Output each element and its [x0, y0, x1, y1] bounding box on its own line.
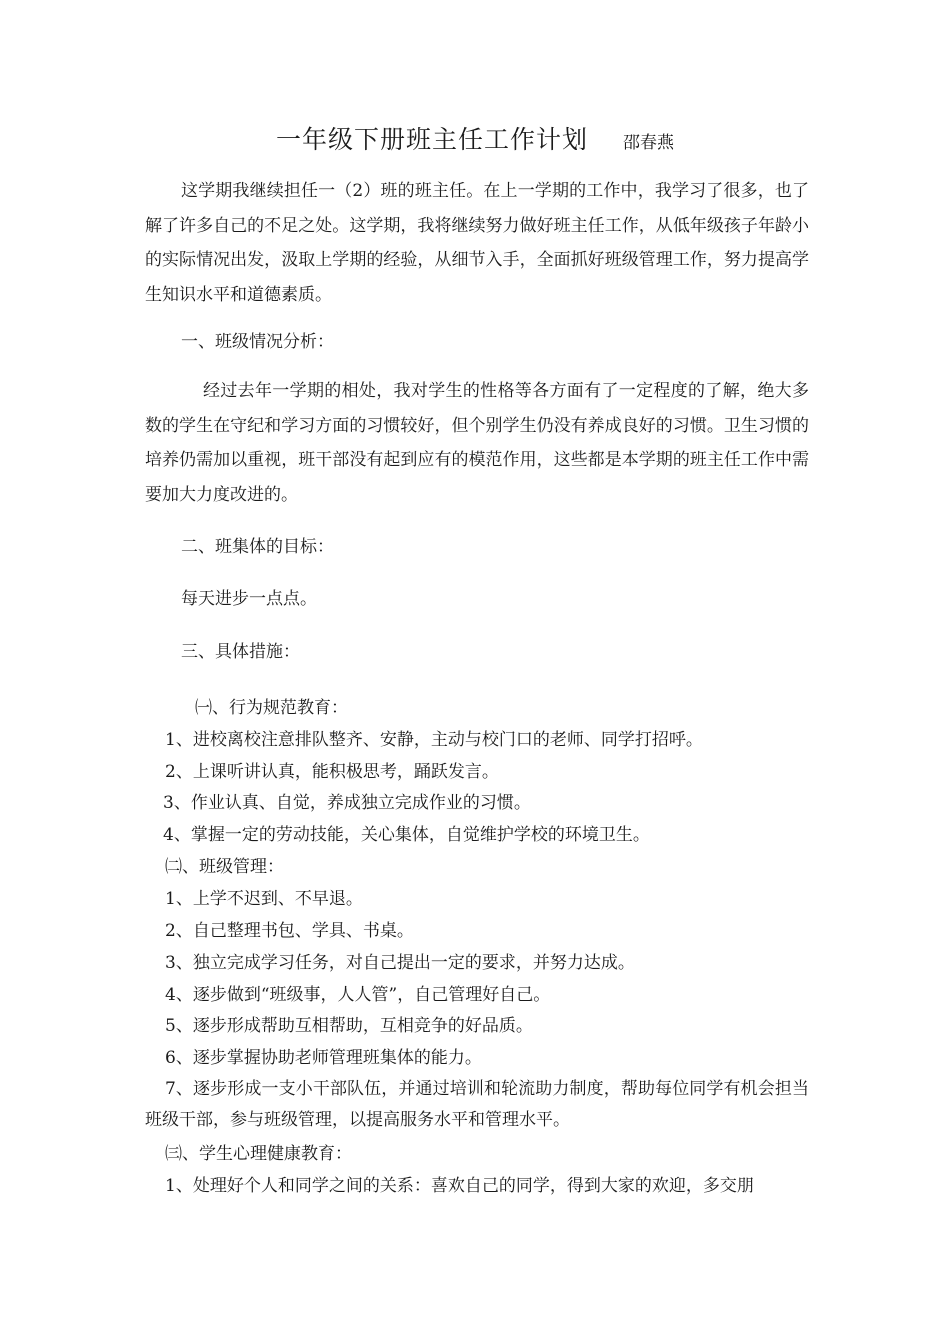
page-title: 一年级下册班主任工作计划: [275, 125, 588, 154]
list-item: 4、掌握一定的劳动技能，关心集体，自觉维护学校的环境卫生。: [163, 825, 650, 845]
list-item: 3、独立完成学习任务，对自己提出一定的要求，并努力达成。: [165, 953, 635, 973]
list-item: 1、上学不迟到、不早退。: [165, 889, 363, 909]
title-row: [0, 120, 950, 156]
class-analysis-paragraph: 经过去年一学期的相处，我对学生的性格等各方面有了一定程度的了解，绝大多数的学生在守纪和学习方面的习惯较好，但个别学生仍没有养成良好的习惯。卫生习惯的培养仍需加以重视，班干部没有起到应有的模范作用，这些都是本学期的班主任工作中需要加大力度改进的。: [145, 381, 809, 505]
intro-paragraph: 这学期我继续担任一（2）班的班主任。在上一学期的工作中，我学习了很多，也了解了许多自己的不足之处。这学期，我将继续努力做好班主任工作，从低年级孩子年龄小的实际情况出发，汲取上学期的经验，从细节入手，全面抓好班级管理工作，努力提高学生知识水平和道德素质。: [145, 181, 809, 305]
section-heading-measures: 三、具体措施：: [181, 642, 300, 662]
class-goal-text: 每天进步一点点。: [181, 589, 317, 609]
list-item: 1、处理好个人和同学之间的关系：喜欢自己的同学，得到大家的欢迎，多交朋: [165, 1176, 754, 1196]
section-heading-class-analysis: 一、班级情况分析：: [181, 332, 334, 352]
section-heading-class-goal: 二、班集体的目标：: [181, 537, 334, 557]
subsection-heading-behavior: ㈠、行为规范教育：: [195, 698, 348, 718]
list-item: 6、逐步掌握协助老师管理班集体的能力。: [165, 1048, 482, 1068]
list-item: 2、自己整理书包、学具、书桌。: [165, 921, 414, 941]
list-item: 5、逐步形成帮助互相帮助，互相竞争的好品质。: [165, 1016, 533, 1036]
list-item: 4、逐步做到“班级事，人人管”，自己管理好自己。: [165, 985, 551, 1005]
list-item: 1、进校离校注意排队整齐、安静，主动与校门口的老师、同学打招呼。: [165, 730, 703, 750]
list-item: 3、作业认真、自觉，养成独立完成作业的习惯。: [163, 793, 531, 813]
author-name: 邵春燕: [623, 133, 675, 153]
subsection-heading-class-management: ㈡、班级管理：: [165, 857, 284, 877]
subsection-heading-mental-health: ㈢、学生心理健康教育：: [165, 1144, 352, 1164]
list-item: 7、逐步形成一支小干部队伍，并通过培训和轮流助力制度，帮助每位同学有机会担当班级干部，参与班级管理，以提高服务水平和管理水平。: [145, 1079, 809, 1130]
list-item: 2、上课听讲认真，能积极思考，踊跃发言。: [165, 762, 499, 782]
